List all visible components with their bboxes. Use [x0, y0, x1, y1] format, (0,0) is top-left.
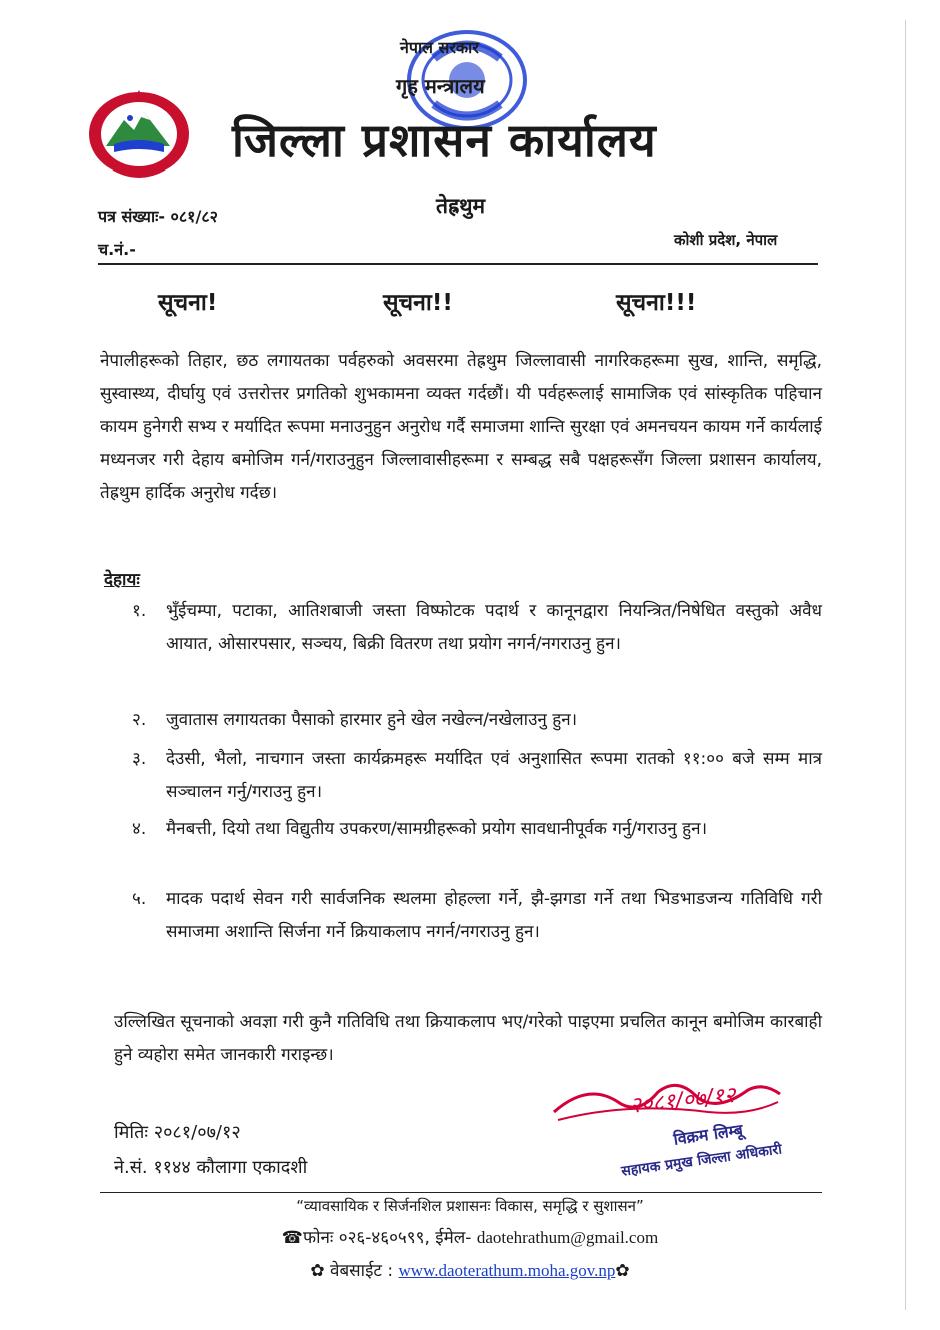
phone-icon: ☎	[281, 1228, 303, 1248]
list-item-number: ५.	[132, 889, 147, 909]
list-item	[132, 595, 822, 661]
email-address[interactable]: daotehrathum@gmail.com	[476, 1228, 659, 1247]
office-title: जिल्ला प्रशासन कार्यालय	[232, 113, 657, 167]
province-address: कोशी प्रदेश, नेपाल	[674, 231, 778, 249]
list-item-text: देउसी, भैलो, नाचगान जस्ता कार्यक्रमहरू मर्यादित एवं अनुशासित रूपमा रातको ११:०० बजे सम्म मात्र सञ्चालन गर्नु/गराउनु हुन।	[166, 749, 822, 802]
list-item-number: ४.	[132, 819, 147, 839]
reference-number: पत्र संख्याः- ०८१/८२	[98, 207, 218, 226]
signatory-name: विक्रम लिम्बू	[672, 1120, 745, 1149]
list-item-number: २.	[132, 710, 147, 730]
list-item-text: मैनबत्ती, दियो तथा विद्युतीय उपकरण/सामग्रीहरूको प्रयोग सावधानीपूर्वक गर्नु/गराउनु हुन।	[166, 819, 708, 839]
signature-date: २०८१/०७/१२	[628, 1082, 737, 1119]
header-divider	[98, 263, 818, 265]
district-name: तेह्रथुम	[436, 194, 486, 218]
notice-paragraph: नेपालीहरूको तिहार, छठ लगायतका पर्वहरुको अवसरमा तेह्रथुम जिल्लावासी नागरिकहरूमा सुख, शान्ति, समृद्धि, सुस्वास्थ्य, दीर्घायु एवं उत्तरोत्तर प्रगतिको शुभकामना व्यक्त गर्दछौं। यी पर्वहरूलाई सामाजिक एवं सांस्कृतिक पहिचान कायम हुनेगरी सभ्य र मर्यादित रूपमा मनाउनुहुन अनुरोध गर्दै समाजमा शान्ति सुरक्षा एवं अमनचयन कायम गर्ने कार्यलाई मध्यनजर गरी देहाय बमोजिम गर्न/गराउनुहुन जिल्लावासीहरूमा र सम्बद्ध सबै पक्षहरूसँग जिल्ला प्रशासन कार्यालय, तेह्रथुम हार्दिक अनुरोध गर्दछ।	[100, 351, 822, 503]
website-label: वेबसाईट :	[330, 1261, 394, 1281]
list-item-number: ३.	[132, 749, 147, 769]
nepal-emblem	[84, 86, 194, 182]
decorative-ornament-right: ✿	[615, 1261, 630, 1281]
list-item	[132, 743, 822, 809]
office-motto: “व्यावसायिक र सिर्जनशिल प्रशासनः विकास, समृद्धि र सुशासन”	[296, 1197, 644, 1215]
notice-date: मितिः २०८१/०७/१२	[114, 1122, 241, 1143]
list-item-text: जुवातास लगायतका पैसाको हारमार हुने खेल नखेल्न/नखेलाउनु हुन।	[166, 710, 578, 730]
list-item	[132, 883, 822, 949]
contact-line	[0, 1225, 940, 1248]
list-item	[132, 813, 822, 846]
list-heading: देहायः	[104, 570, 140, 590]
list-item-number: १.	[132, 601, 147, 621]
list-item	[132, 704, 822, 737]
decorative-ornament-left: ✿	[310, 1261, 325, 1281]
phone-label: फोनः ०२६-४६०५९९, ईमेल-	[302, 1228, 472, 1248]
government-name: नेपाल सरकार	[400, 38, 479, 57]
closing-paragraph: उल्लिखित सूचनाको अवज्ञा गरी कुनै गतिविधि तथा क्रियाकलाप भए/गरेको पाइएमा प्रचलित कानून बमोजिम कारबाही हुने व्यहोरा समेत जानकारी गराइन्छ।	[114, 1012, 822, 1065]
page-edge	[905, 20, 906, 1310]
nepal-sambat-date: ने.सं. ११४४ कौलागा एकादशी	[114, 1157, 308, 1178]
ministry-name: गृह मन्त्रालय	[396, 74, 485, 98]
signatory-title: सहायक प्रमुख जिल्ला अधिकारी	[620, 1141, 783, 1180]
footer-divider	[100, 1192, 822, 1193]
list-item-text: मादक पदार्थ सेवन गरी सार्वजनिक स्थलमा होहल्ला गर्ने, झै-झगडा गर्ने तथा भिडभाडजन्य गतिविधि गरी समाजमा अशान्ति सिर्जना गर्ने क्रियाकलाप नगर्न/नगराउनु हुन।	[166, 889, 822, 942]
notice-heading-2: सूचना!!	[383, 290, 453, 316]
website-line	[0, 1258, 940, 1281]
list-item-text: भुँईचम्पा, पटाका, आतिशबाजी जस्ता विष्फोटक पदार्थ र कानूनद्वारा नियन्त्रित/निषेधित वस्तुको अवैध आयात, ओसारपसार, सञ्चय, बिक्री वितरण तथा प्रयोग नगर्न/नगराउनु हुन।	[166, 601, 822, 654]
notice-heading-1: सूचना!	[158, 290, 218, 316]
dispatch-number: च.नं.-	[98, 240, 136, 259]
website-link[interactable]: www.daoterathum.moha.gov.np	[398, 1261, 616, 1280]
notice-heading-3: सूचना!!!	[616, 290, 697, 316]
